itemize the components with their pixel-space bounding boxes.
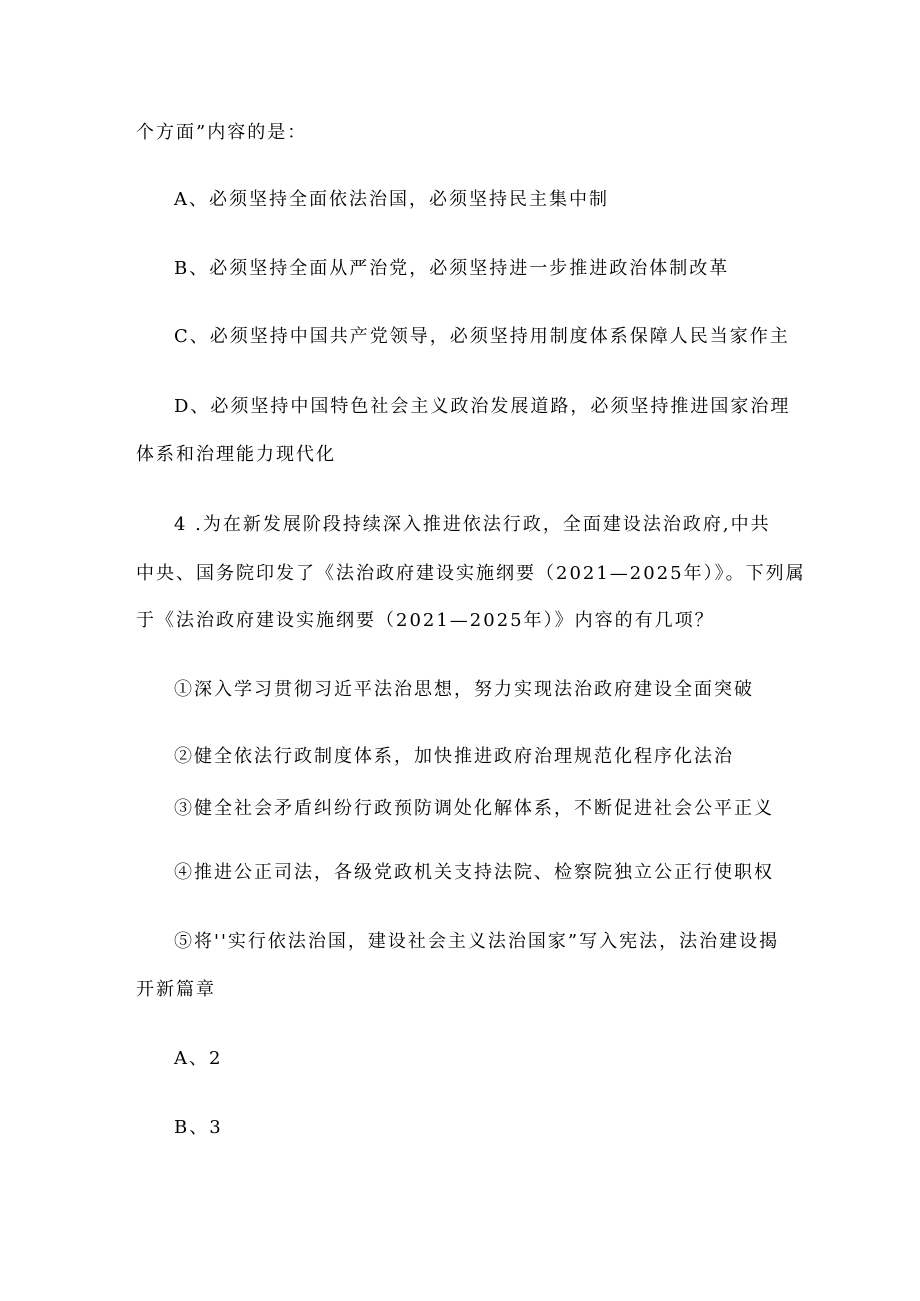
q4-option-b: B、3 xyxy=(174,1117,223,1138)
q4-stem-line3: 于《法治政府建设实施纲要（2021—2025年）》内容的有几项？ xyxy=(136,610,715,631)
q4-item-2: ②健全依法行政制度体系，加快推进政府治理规范化程序化法治 xyxy=(174,746,734,767)
q4-stem-line2: 中央、国务院印发了《法治政府建设实施纲要（2021—2025年）》。下列属 xyxy=(136,563,806,584)
q3-option-d-line1: D、必须坚持中国特色社会主义政治发展道路，必须坚持推进国家治理 xyxy=(174,396,791,417)
q4-item-3: ③健全社会矛盾纠纷行政预防调处化解体系，不断促进社会公平正义 xyxy=(174,798,774,819)
q4-item-1: ①深入学习贯彻习近平法治思想，努力实现法治政府建设全面突破 xyxy=(174,679,754,700)
q3-option-a: A、必须坚持全面依法治国，必须坚持民主集中制 xyxy=(174,189,609,210)
q3-option-d-line2: 体系和治理能力现代化 xyxy=(136,444,336,465)
q3-option-b: B、必须坚持全面从严治党，必须坚持进一步推进政治体制改革 xyxy=(174,258,730,279)
q4-item-5-line1: ⑤将''实行依法治国，建设社会主义法治国家”写入宪法，法治建设揭 xyxy=(174,931,780,952)
q4-item-5-line2: 开新篇章 xyxy=(136,979,216,1000)
q3-option-c: C、必须坚持中国共产党领导，必须坚持用制度体系保障人民当家作主 xyxy=(174,326,790,347)
q4-option-a: A、2 xyxy=(174,1048,223,1069)
q4-item-4: ④推进公正司法，各级党政机关支持法院、检察院独立公正行使职权 xyxy=(174,862,774,883)
q3-stem-tail: 个方面”内容的是： xyxy=(136,122,308,143)
q4-stem-line1: 4 .为在新发展阶段持续深入推进依法行政，全面建设法治政府,中共 xyxy=(174,514,771,535)
